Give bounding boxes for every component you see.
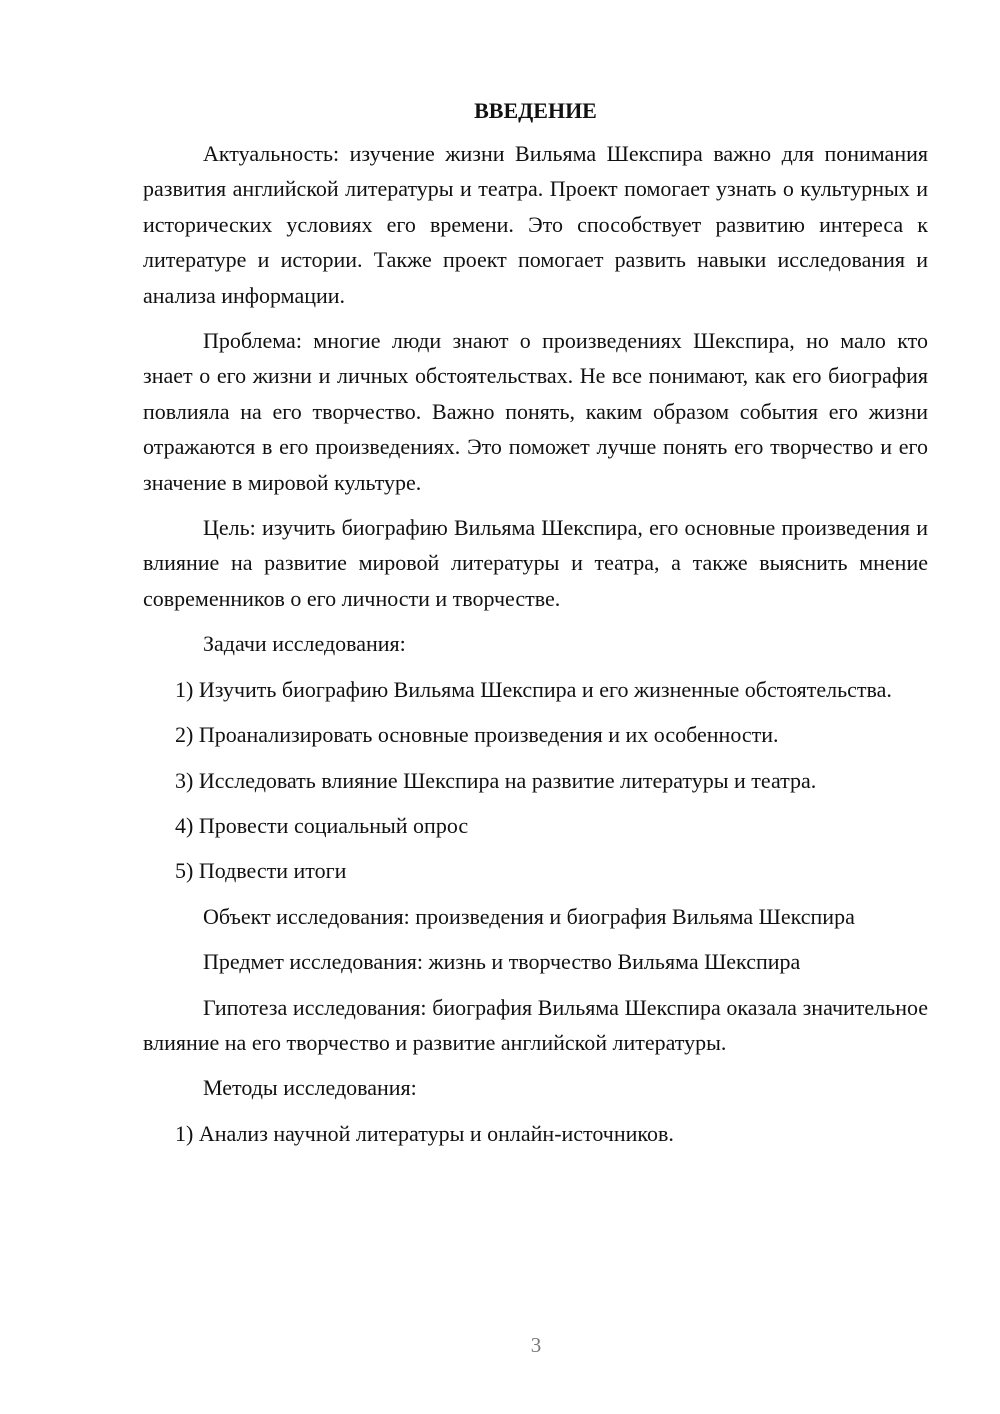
task-item-2: 2) Проанализировать основные произведения и их особенности.	[175, 722, 779, 748]
page-number: 3	[530, 1333, 542, 1357]
task-item-5: 5) Подвести итоги	[175, 858, 347, 884]
task-item-1: 1) Изучить биографию Вильяма Шекспира и его жизненные обстоятельства.	[175, 676, 892, 702]
goal-paragraph: Цель: изучить биографию Вильяма Шекспира, его основные произведения и влияние на развитие мировой литературы и театра, а также выяснить мнение современников о его личности и творчестве.	[143, 515, 928, 611]
method-item-1: 1) Анализ научной литературы и онлайн-источников.	[175, 1120, 674, 1146]
task-item-3: 3) Исследовать влияние Шекспира на развитие литературы и театра.	[175, 767, 817, 793]
hypothesis-paragraph: Гипотеза исследования: биография Вильяма Шекспира оказала значительное влияние на его творчество и развитие английской литературы.	[143, 994, 928, 1055]
problem-paragraph: Проблема: многие люди знают о произведениях Шекспира, но мало кто знает о его жизни и личных обстоятельствах. Не все понимают, как его биография повлияла на его творчество. Важно понять, каким образом события его жизни отражаются в его произведениях. Это поможет лучше понять его творчество и его значение в мировой культуре.	[143, 328, 928, 495]
subject-paragraph: Предмет исследования: жизнь и творчество Вильяма Шекспира	[203, 949, 801, 975]
relevance-paragraph: Актуальность: изучение жизни Вильяма Шекспира важно для понимания развития английской литературы и театра. Проект помогает узнать о культурных и исторических условиях его времени. Это способствует развитию интереса к литературе и истории. Также проект помогает развить навыки исследования и анализа информации.	[143, 141, 928, 308]
page-content	[143, 93, 928, 1161]
section-heading: ВВЕДЕНИЕ	[474, 98, 597, 123]
tasks-heading: Задачи исследования:	[203, 631, 406, 657]
task-item-4: 4) Провести социальный опрос	[175, 812, 469, 838]
object-paragraph: Объект исследования: произведения и биография Вильяма Шекспира	[203, 903, 855, 929]
methods-heading: Методы исследования:	[203, 1075, 417, 1101]
